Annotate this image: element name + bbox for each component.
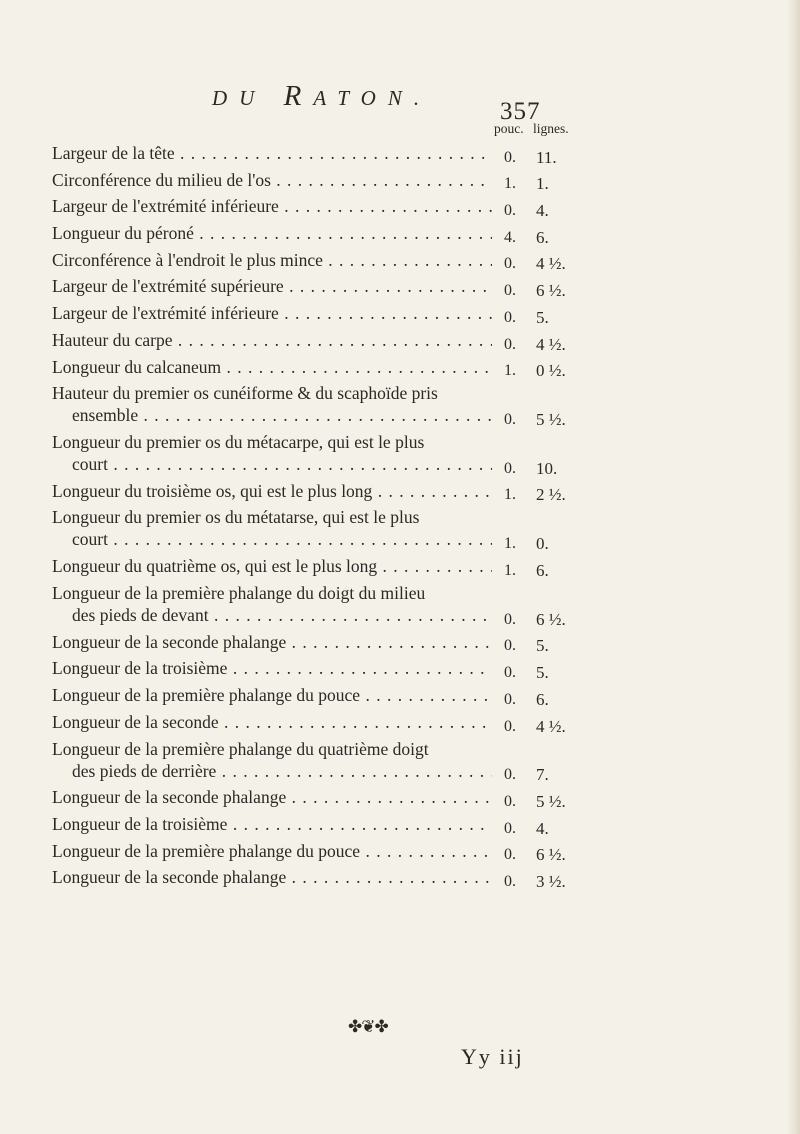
running-head-raton: ATON. — [313, 86, 432, 110]
measurement-row — [52, 506, 772, 555]
value-lignes: 0. — [536, 534, 549, 554]
measurement-label — [52, 555, 492, 577]
leader-dots — [173, 330, 493, 350]
measurement-label-text: Longueur du péroné — [52, 223, 194, 244]
column-heading-pouces: pouc. — [494, 121, 524, 136]
measurement-label-line — [52, 404, 492, 426]
value-lignes: 6 ½. — [536, 845, 566, 865]
measurement-label — [52, 480, 492, 502]
value-lignes: 6. — [536, 560, 549, 580]
measurement-label-line — [52, 329, 492, 351]
measurement-label-text: Longueur de la seconde — [52, 711, 219, 732]
measurement-label-text: Longueur du premier os du métacarpe, qui est le plus — [52, 431, 425, 452]
measurement-label-text: des pieds de devant — [72, 604, 209, 625]
measurement-row — [52, 356, 772, 383]
measurement-label-text: Longueur de la première phalange du doigt du milieu — [52, 582, 426, 603]
measurement-label-text: Longueur de la première phalange du pouce — [52, 840, 361, 861]
running-head — [212, 80, 431, 113]
measurement-label-text: Hauteur du premier os cunéiforme & du scaphoïde pris — [52, 383, 438, 404]
value-lignes: 5 ½. — [536, 409, 566, 429]
measurement-label-line — [52, 275, 492, 297]
measurement-label — [52, 738, 492, 782]
measurement-label-line — [52, 302, 492, 324]
measurement-row — [52, 142, 772, 169]
measurement-row — [52, 275, 772, 302]
value-lignes: 6 ½. — [536, 281, 566, 301]
measurement-label-text: Longueur de la troisième — [52, 658, 228, 679]
measurement-label-text: Longueur de la seconde phalange — [52, 867, 287, 888]
measurement-label — [52, 329, 492, 351]
value-lignes: 10. — [536, 458, 558, 478]
value-pouces: 0. — [504, 690, 516, 708]
leader-dots — [108, 529, 492, 549]
measurement-label-text: Hauteur du carpe — [52, 329, 173, 350]
measurement-row — [52, 195, 772, 222]
leader-dots — [360, 841, 492, 861]
measurement-label-text: Longueur du calcaneum — [52, 356, 222, 377]
value-lignes: 2 ½. — [536, 485, 566, 505]
leader-dots — [221, 357, 492, 377]
measurement-row — [52, 169, 772, 196]
measurement-label — [52, 222, 492, 244]
measurement-label-line — [52, 813, 492, 835]
value-pouces: 0. — [504, 873, 516, 891]
measurement-row — [52, 582, 772, 631]
ornament-fleuron: ✤❦✤ — [348, 1017, 388, 1036]
measurement-label-text: Largeur de la tête — [52, 143, 175, 163]
measurement-row — [52, 866, 772, 893]
measurement-label-text: Largeur de l'extrémité supérieure — [52, 276, 284, 297]
measurement-label-line — [52, 760, 492, 782]
leader-dots — [108, 454, 492, 474]
value-pouces: 0. — [504, 637, 516, 655]
measurement-row — [52, 480, 772, 507]
measurement-row — [52, 249, 772, 276]
value-lignes: 4. — [536, 818, 549, 838]
measurement-label-text: Longueur de la première phalange du pouce — [52, 685, 361, 706]
value-lignes: 6. — [536, 227, 549, 247]
measurement-label-line — [52, 711, 492, 733]
value-pouces: 4. — [504, 228, 516, 246]
measurement-label-line — [52, 169, 492, 191]
measurement-label — [52, 582, 492, 626]
measurement-label-text: Longueur du quatrième os, qui est le plus long — [52, 556, 378, 577]
page-edge — [786, 0, 800, 1134]
value-pouces: 0. — [504, 717, 516, 735]
measurement-label-text: ensemble — [72, 405, 139, 426]
value-pouces: 1. — [504, 486, 516, 504]
value-lignes: 1. — [536, 174, 549, 194]
measurement-label-text: Circonférence du milieu de l'os — [52, 169, 271, 190]
measurement-label-text: Longueur de la première phalange du quatrième doigt — [52, 738, 429, 759]
value-lignes: 11. — [536, 147, 557, 167]
measurement-label-line — [52, 356, 492, 378]
value-pouces: 0. — [504, 792, 516, 810]
measurement-label-line — [52, 528, 492, 550]
measurement-label-line — [52, 453, 492, 475]
measurement-label-text: Longueur de la troisième — [52, 813, 228, 834]
measurement-label-line — [52, 249, 492, 271]
measurement-row — [52, 657, 772, 684]
leader-dots — [286, 867, 492, 887]
measurement-row — [52, 382, 772, 431]
measurement-label-text: Longueur du troisième os, qui est le plus long — [52, 480, 373, 501]
value-lignes: 5. — [536, 636, 549, 656]
measurement-label-line — [52, 431, 492, 453]
measurement-label-line — [52, 195, 492, 217]
measurement-label — [52, 431, 492, 475]
value-pouces: 0. — [504, 282, 516, 300]
measurement-label-line — [52, 222, 492, 244]
value-pouces: 0. — [504, 766, 516, 784]
measurement-row — [52, 555, 772, 582]
leader-dots — [138, 405, 492, 425]
value-lignes: 7. — [536, 765, 549, 785]
leader-dots — [271, 170, 492, 190]
value-pouces: 0. — [504, 335, 516, 353]
value-pouces: 0. — [504, 255, 516, 273]
page-number: 357 — [500, 98, 541, 125]
value-lignes: 4 ½. — [536, 334, 566, 354]
measurement-label-text: Longueur de la seconde phalange — [52, 631, 287, 652]
value-lignes: 4. — [536, 201, 549, 221]
measurement-label-text: Largeur de l'extrémité inférieure — [52, 303, 279, 324]
measurement-label-line — [52, 840, 492, 862]
leader-dots — [372, 481, 492, 501]
running-head-raton-initial: R — [283, 80, 314, 112]
value-pouces: 0. — [504, 846, 516, 864]
value-lignes: 0 ½. — [536, 361, 566, 381]
value-pouces: 1. — [504, 175, 516, 193]
value-pouces: 0. — [504, 308, 516, 326]
value-pouces: 0. — [504, 459, 516, 477]
measurement-label — [52, 302, 492, 324]
value-lignes: 6 ½. — [536, 609, 566, 629]
value-lignes: 5 ½. — [536, 791, 566, 811]
value-pouces: 1. — [504, 362, 516, 380]
measurement-row — [52, 631, 772, 658]
measurement-row — [52, 840, 772, 867]
measurement-label — [52, 684, 492, 706]
measurement-label-text: Longueur de la seconde phalange — [52, 787, 287, 808]
leader-dots — [286, 632, 492, 652]
measurement-label-text: Longueur du premier os du métatarse, qui est le plus — [52, 507, 420, 528]
leader-dots — [216, 761, 492, 781]
measurement-row — [52, 813, 772, 840]
leader-dots — [323, 250, 492, 270]
value-pouces: 0. — [504, 819, 516, 837]
measurement-label-text: Circonférence à l'endroit le plus mince — [52, 249, 323, 270]
leader-dots — [209, 605, 492, 625]
value-lignes: 5. — [536, 663, 549, 683]
leader-dots — [279, 303, 492, 323]
measurement-label — [52, 275, 492, 297]
measurement-label-line — [52, 657, 492, 679]
column-headings — [494, 121, 569, 137]
value-lignes: 3 ½. — [536, 872, 566, 892]
value-pouces: 0. — [504, 202, 516, 220]
measurement-list — [52, 142, 772, 893]
measurement-label-line — [52, 786, 492, 808]
value-lignes: 5. — [536, 307, 549, 327]
measurement-label-line — [52, 382, 492, 404]
measurement-label-text: court — [72, 529, 108, 550]
measurement-label-line — [52, 866, 492, 888]
measurement-label — [52, 506, 492, 550]
leader-dots — [279, 196, 492, 216]
leader-dots — [360, 685, 492, 705]
measurement-label — [52, 169, 492, 191]
running-head-du: DU — [212, 86, 267, 110]
measurement-row — [52, 711, 772, 738]
column-heading-lignes: lignes. — [533, 121, 569, 136]
measurement-row — [52, 302, 772, 329]
measurement-row — [52, 738, 772, 787]
measurement-row — [52, 222, 772, 249]
measurement-label — [52, 195, 492, 217]
measurement-label-line — [52, 555, 492, 577]
measurement-label-line — [52, 738, 492, 760]
measurement-label — [52, 382, 492, 426]
measurement-label — [52, 142, 492, 164]
leader-dots — [227, 814, 492, 834]
value-pouces: 1. — [504, 561, 516, 579]
signature-mark: Yy iij — [461, 1044, 524, 1069]
measurement-label-line — [52, 582, 492, 604]
value-pouces: 0. — [504, 148, 516, 166]
measurement-label — [52, 813, 492, 835]
leader-dots — [194, 223, 492, 243]
measurement-label — [52, 657, 492, 679]
measurement-label-line — [52, 506, 492, 528]
measurement-label — [52, 786, 492, 808]
measurement-label-text: Largeur de l'extrémité inférieure — [52, 196, 279, 217]
measurement-label — [52, 711, 492, 733]
value-pouces: 0. — [504, 410, 516, 428]
measurement-label-line — [52, 142, 492, 164]
measurement-label — [52, 356, 492, 378]
leader-dots — [219, 712, 492, 732]
measurement-label — [52, 840, 492, 862]
value-pouces: 0. — [504, 610, 516, 628]
measurement-row — [52, 786, 772, 813]
leader-dots — [286, 787, 492, 807]
value-pouces: 1. — [504, 535, 516, 553]
measurement-label-text: des pieds de derrière — [72, 760, 217, 781]
measurement-label — [52, 249, 492, 271]
measurement-row — [52, 431, 772, 480]
measurement-label — [52, 631, 492, 653]
measurement-row — [52, 684, 772, 711]
measurement-label-line — [52, 604, 492, 626]
leader-dots — [284, 276, 492, 296]
value-lignes: 6. — [536, 689, 549, 709]
value-pouces: 0. — [504, 664, 516, 682]
leader-dots — [377, 556, 492, 576]
leader-dots — [175, 143, 492, 163]
measurement-label-line — [52, 480, 492, 502]
measurement-label-line — [52, 631, 492, 653]
measurement-label — [52, 866, 492, 888]
measurement-label-line — [52, 684, 492, 706]
value-lignes: 4 ½. — [536, 716, 566, 736]
measurement-label-text: court — [72, 453, 108, 474]
measurement-row — [52, 329, 772, 356]
leader-dots — [227, 658, 492, 678]
value-lignes: 4 ½. — [536, 254, 566, 274]
